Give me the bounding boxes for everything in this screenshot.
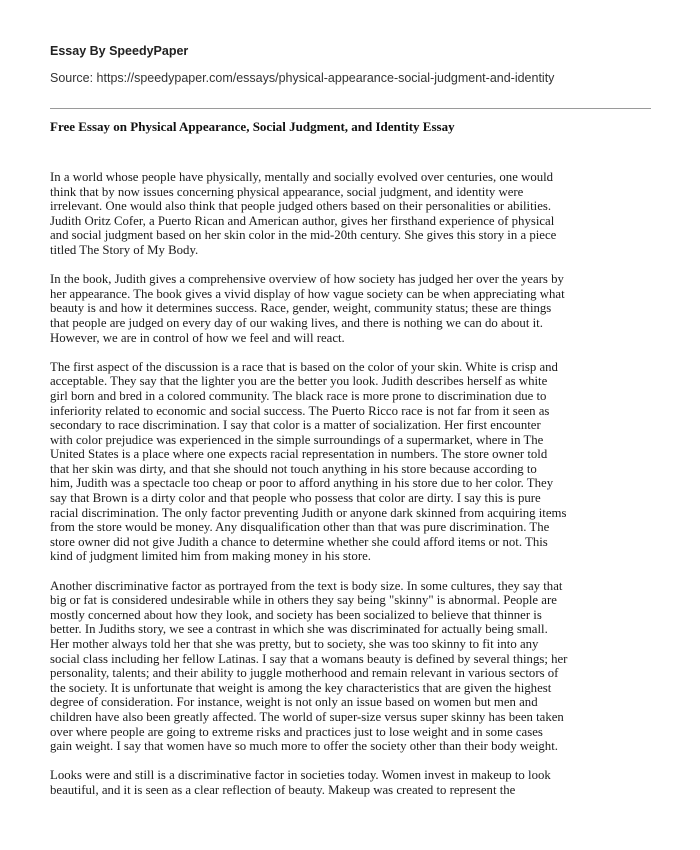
paragraph-line: kind of judgment limited him from making money in his store.	[50, 549, 371, 564]
paragraph-line: big or fat is considered undesirable while in others they say being "skinny" is abnormal. People are	[50, 593, 557, 608]
paragraph-line: store owner did not give Judith a chance to determine whether she could afford items or not. This	[50, 534, 548, 549]
paragraph-line: acceptable. They say that the lighter you are the better you look. Judith describes herself as white	[50, 374, 548, 389]
paragraph-line: that her skin was dirty, and that she should not touch anything in his store because according to	[50, 461, 537, 476]
paragraph-line: mostly concerned about how they look, and society has been socialized to believe that thinner is	[50, 607, 542, 622]
paragraph-line: beauty is and how it determines success. Race, gender, weight, community status; these are things	[50, 301, 552, 316]
paragraph-line: her appearance. The book gives a vivid display of how vague society can be when appreciating what	[50, 286, 565, 301]
paragraph-line: Her mother always told her that she was pretty, but to society, she was too skinny to fit into any	[50, 637, 539, 651]
paragraph-line: him, Judith was a spectacle too cheap or poor to afford anything in his store due to her color. They	[50, 476, 554, 491]
paragraph-line: beautiful, and it is seen as a clear reflection of beauty. Makeup was created to represent the	[50, 782, 516, 797]
paragraph-line: girl born and bred in a colored community. The black race is more prone to discrimination due to	[50, 388, 547, 403]
paragraph-line: from the store would be money. Any disqualification other than that was pure discrimination. The	[50, 520, 550, 535]
paragraph-line: the society. It is unfortunate that weight is among the key characteristics that are given the highest	[50, 680, 552, 695]
paragraph-line: gain weight. I say that women have so much more to offer the society other than their body weight.	[50, 739, 558, 754]
essay-paragraph	[50, 579, 655, 754]
essay-paragraph	[50, 360, 655, 564]
paragraph-line: Looks were and still is a discriminative factor in societies today. Women invest in makeup to look	[50, 768, 551, 783]
paragraph-line: However, we are in control of how we feel and will react.	[50, 330, 345, 345]
paragraph-line: with color prejudice was experienced in the simple surroundings of a supermarket, where in The	[50, 432, 544, 447]
paragraph-line: think that by now issues concerning physical appearance, social judgment, and identity were	[50, 184, 524, 199]
paragraph-line: In the book, Judith gives a comprehensive overview of how society has judged her over the years by	[50, 272, 564, 287]
paragraph-line: United States is a place where one expects racial representation in numbers. The store owner told	[50, 447, 548, 462]
paragraph-line: irrelevant. One would also think that people judged others based on their personalities or abilities.	[50, 199, 552, 214]
paragraph-line: social class including her fellow Latinas. I say that a womans beauty is defined by several things; her	[50, 651, 568, 666]
paragraph-line: degree of consideration. For instance, weight is not only an issue based on women but men and	[50, 695, 538, 710]
source-url: Source: https://speedypaper.com/essays/physical-appearance-social-judgment-and-identity	[50, 71, 555, 85]
paragraph-line: titled The Story of My Body.	[50, 242, 199, 257]
paragraph-line: inferiority related to economic and social success. The Puerto Ricco race is not far from it seen as	[50, 403, 550, 418]
paragraph-line: children have also been greatly affected. The world of super-size versus super skinny has been taken	[50, 709, 564, 724]
paragraph-line: In a world whose people have physically, mentally and socially evolved over centuries, one would	[50, 170, 554, 184]
paragraph-line: better. In Judiths story, we see a contrast in which she was discriminated for actually being small.	[50, 622, 548, 637]
paragraph-line: say that Brown is a dirty color and that people who possess that color are dirty. I say this is pure	[50, 491, 541, 506]
document-header-title: Essay By SpeedyPaper	[50, 44, 189, 58]
header-divider	[50, 108, 651, 109]
paragraph-line: racial discrimination. The only factor preventing Judith or anyone dark skinned from acquiring items	[50, 505, 567, 520]
paragraph-line: and social judgment based on her skin color in the mid-20th century. She gives this story in a piece	[50, 228, 557, 243]
essay-paragraph	[50, 768, 655, 797]
essay-paragraph	[50, 272, 655, 345]
essay-title: Free Essay on Physical Appearance, Social Judgment, and Identity Essay	[50, 119, 455, 134]
essay-paragraph	[50, 170, 655, 258]
paragraph-line: secondary to race discrimination. I say that color is a matter of socialization. Her first encounter	[50, 418, 541, 433]
paragraph-line: personality, talents; and their ability to juggle motherhood and remain relevant in various sectors of	[50, 666, 559, 681]
paragraph-line: Judith Oritz Cofer, a Puerto Rican and American author, gives her firsthand experience of physical	[50, 213, 555, 228]
paragraph-line: that people are judged on every day of our waking lives, and there is nothing we can do about it.	[50, 315, 543, 330]
essay-body	[50, 170, 655, 812]
paragraph-line: The first aspect of the discussion is a race that is based on the color of your skin. White is crisp and	[50, 359, 558, 374]
paragraph-line: Another discriminative factor as portrayed from the text is body size. In some cultures, they say that	[50, 578, 563, 593]
paragraph-line: over where people are going to extreme risks and practices just to lose weight and in some cases	[50, 724, 543, 739]
